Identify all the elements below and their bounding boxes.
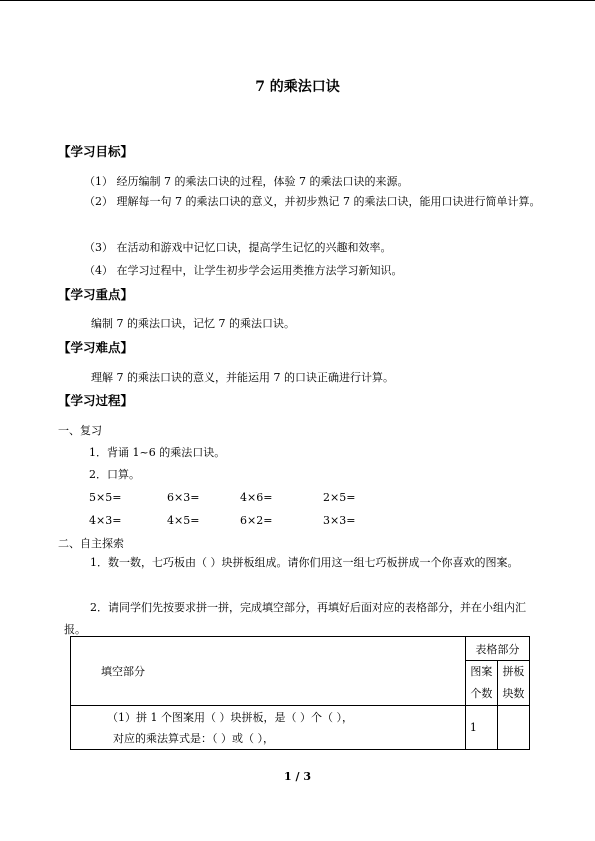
calc-cell: 6×3= [167, 491, 200, 504]
row1-line2: 对应的乘法算式是：（ ）或（ ）， [113, 731, 274, 745]
calc-cell: 4×5= [167, 514, 200, 527]
table-header-cell [465, 637, 529, 661]
calc-cell: 4×3= [89, 514, 122, 527]
goal-item-4: （4） 在学习过程中，让学生初步学会运用类推方法学习新知识。 [84, 264, 403, 277]
col-count-header: 图案个数 [465, 661, 497, 706]
difficulty-text: 理解 7 的乘法口诀的意义，并能运用 7 的口诀正确进行计算。 [91, 371, 394, 384]
calc-cell: 2×5= [323, 491, 356, 504]
difficulty-heading: 【学习难点】 [58, 340, 134, 355]
col-blocks-header: 拼板块数 [497, 661, 529, 706]
review-heading: 一、复习 [58, 424, 102, 437]
explore-item-2: 2．请同学们先按要求拼一拼，完成填空部分，再填好后面对应的表格部分，并在小组内汇报。 [64, 601, 526, 636]
review-item-1: 1．背诵 1~6 的乘法口诀。 [89, 446, 226, 459]
calc-cell: 4×6= [240, 491, 273, 504]
table-row-1-fill [71, 706, 466, 750]
key-text: 编制 7 的乘法口诀，记忆 7 的乘法口诀。 [91, 317, 295, 330]
table-header: 表格部分 [475, 642, 520, 656]
table-row-1-count: 1 [465, 706, 497, 750]
page-top-border [0, 0, 595, 1]
key-heading: 【学习重点】 [58, 287, 134, 302]
explore-item-1: 1．数一数，七巧板由（ ）块拼板组成。请你们用这一组七巧板拼成一个你喜欢的图案。 [90, 556, 519, 569]
review-item-2: 2．口算。 [89, 468, 140, 481]
goals-heading: 【学习目标】 [58, 144, 134, 159]
calc-cell: 3×3= [323, 514, 356, 527]
process-heading: 【学习过程】 [58, 393, 134, 408]
exploration-table [70, 636, 530, 750]
page-title: 7 的乘法口诀 [255, 79, 340, 95]
goal-item-2: （2） 理解每一句 7 的乘法口诀的意义，并初步熟记 7 的乘法口诀，能用口诀进行简单计算。 [84, 195, 541, 208]
page-number: 1 / 3 [284, 770, 311, 783]
row1-line1: （1）拼 1 个图案用（ ）块拼板，是（ ）个（ ）， [107, 710, 353, 724]
fill-header-cell [71, 637, 466, 706]
goal-item-1: （1） 经历编制 7 的乘法口诀的过程，体验 7 的乘法口诀的来源。 [84, 175, 409, 188]
calc-cell: 6×2= [240, 514, 273, 527]
explore-heading: 二、自主探索 [58, 537, 124, 550]
table-row-1-blocks[interactable] [497, 706, 529, 750]
goal-item-3: （3） 在活动和游戏中记忆口诀，提高学生记忆的兴趣和效率。 [84, 241, 392, 254]
calc-cell: 5×5= [89, 491, 122, 504]
fill-header: 填空部分 [101, 665, 145, 678]
